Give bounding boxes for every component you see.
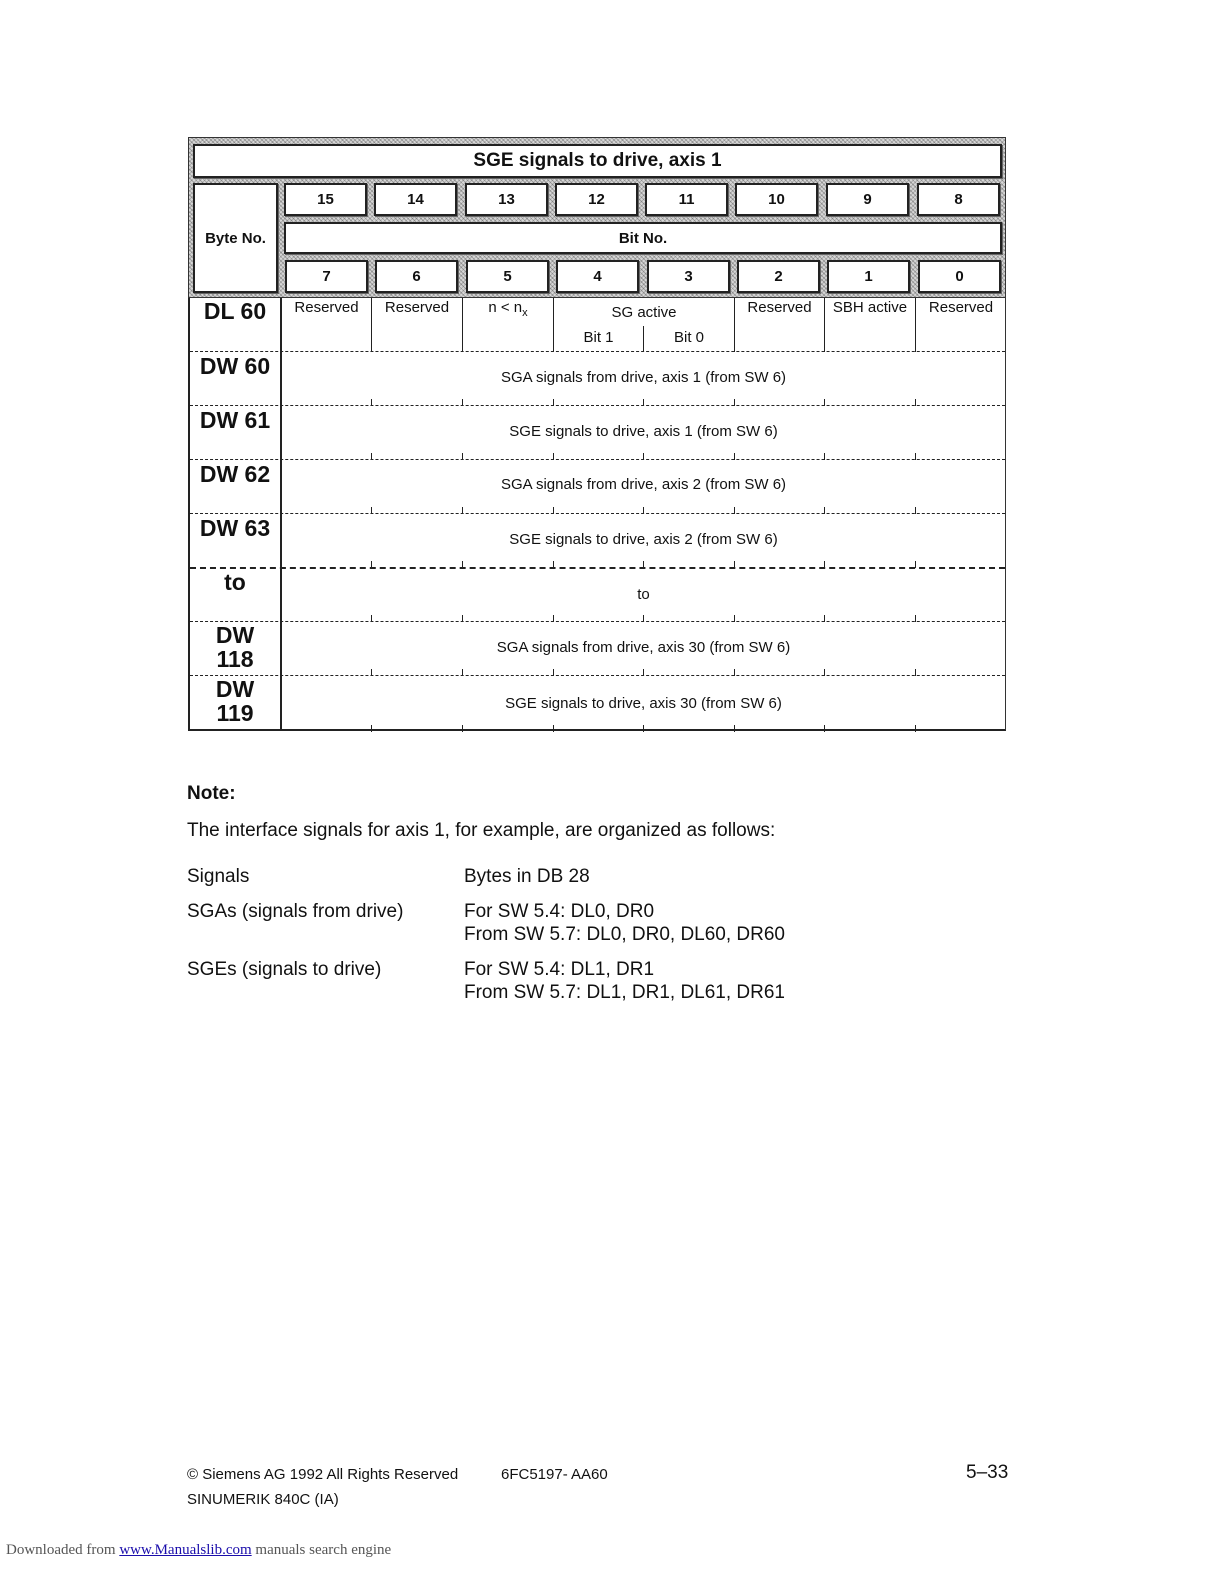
table-body [188, 298, 1006, 731]
row-separator [190, 351, 1005, 352]
tick-mark [734, 725, 735, 732]
bit-number-2: 2 [737, 260, 820, 293]
note-heading: Note: [187, 783, 236, 804]
tick-mark [824, 725, 825, 732]
bit-number-15: 15 [284, 183, 367, 216]
tick-mark [643, 399, 644, 406]
tick-mark [462, 507, 463, 514]
tick-mark [915, 615, 916, 622]
tick-mark [371, 453, 372, 460]
bit-number-14: 14 [374, 183, 457, 216]
page-number: 5–33 [966, 1462, 1009, 1483]
tick-mark [553, 725, 554, 732]
row-text-dw119: SGE signals to drive, axis 30 (from SW 6) [505, 695, 782, 712]
tick-mark [734, 453, 735, 460]
row-label-dw119-line1: DW [215, 676, 255, 702]
row-text-dw61: SGE signals to drive, axis 1 (from SW 6) [509, 423, 778, 440]
tick-mark [824, 669, 825, 676]
tick-mark [734, 561, 735, 568]
bit-number-6: 6 [375, 260, 458, 293]
tick-mark [915, 725, 916, 732]
tick-mark [371, 507, 372, 514]
bit0-cell: Reserved [928, 299, 994, 316]
tick-mark [371, 669, 372, 676]
row-separator [190, 405, 1005, 406]
tick-mark [824, 399, 825, 406]
tick-mark [643, 561, 644, 568]
tick-mark [462, 561, 463, 568]
row-separator [190, 621, 1005, 622]
tick-mark [371, 561, 372, 568]
bit-number-7: 7 [285, 260, 368, 293]
row-separator [190, 459, 1005, 460]
tick-mark [915, 561, 916, 568]
row-separator [190, 513, 1005, 514]
tick-mark [462, 669, 463, 676]
bit-number-9: 9 [826, 183, 909, 216]
tick-mark [734, 399, 735, 406]
row-label-dw61: DW 61 [199, 407, 271, 433]
note-intro: The interface signals for axis 1, for example, are organized as follows: [187, 820, 776, 841]
row-label-dw62: DW 62 [199, 461, 271, 487]
bit-number-4: 4 [556, 260, 639, 293]
footer-part-number: 6FC5197- AA60 [501, 1466, 608, 1483]
tick-mark [462, 399, 463, 406]
row-label-dw118-line1: DW [215, 622, 255, 648]
tick-mark [553, 453, 554, 460]
bit-no-header: Bit No. [284, 222, 1002, 254]
row-text-to: to [637, 586, 650, 603]
row-text-dw62: SGA signals from drive, axis 2 (from SW 6) [500, 476, 787, 493]
bit-number-12: 12 [555, 183, 638, 216]
bit-number-3: 3 [647, 260, 730, 293]
source-credit [6, 1542, 391, 1559]
sge-bytes-line1: For SW 5.4: DL1, DR1 [464, 959, 655, 980]
bit5-cell [463, 299, 553, 319]
tick-mark [824, 561, 825, 568]
sga-bytes-line1: For SW 5.4: DL0, DR0 [464, 901, 655, 922]
bit5-cell-subscript: x [522, 307, 528, 319]
bit-number-13: 13 [465, 183, 548, 216]
bit2-cell: Reserved [747, 299, 812, 316]
tick-mark [734, 669, 735, 676]
row-label-dw63: DW 63 [199, 515, 271, 541]
row-label-dw118-line2: 118 [216, 646, 254, 672]
tick-mark [462, 725, 463, 732]
row-label-dl60: DL 60 [203, 298, 267, 324]
bit-number-8: 8 [917, 183, 1000, 216]
tick-mark [824, 615, 825, 622]
row-text-dw60: SGA signals from drive, axis 1 (from SW 6) [500, 369, 787, 386]
row-separator [190, 567, 1005, 569]
tick-mark [371, 615, 372, 622]
footer-product-name: SINUMERIK 840C (IA) [187, 1491, 339, 1508]
sge-label: SGEs (signals to drive) [187, 959, 382, 980]
tick-mark [734, 615, 735, 622]
tick-mark [915, 399, 916, 406]
bit-number-1: 1 [827, 260, 910, 293]
bytes-column-header: Bytes in DB 28 [464, 866, 590, 887]
bit7-cell: Reserved [294, 299, 359, 316]
row-label-dw119 [190, 677, 280, 725]
sg-bit1-cell: Bit 1 [583, 329, 614, 346]
table-title: SGE signals to drive, axis 1 [193, 144, 1002, 178]
tick-mark [462, 615, 463, 622]
tick-mark [553, 399, 554, 406]
bit6-cell: Reserved [384, 299, 450, 316]
tick-mark [553, 615, 554, 622]
bit1-cell: SBH active [832, 299, 908, 316]
tick-mark [371, 725, 372, 732]
row-text-dw118: SGA signals from drive, axis 30 (from SW 6) [496, 639, 791, 656]
tick-mark [643, 507, 644, 514]
tick-mark [915, 453, 916, 460]
row-text-dw63: SGE signals to drive, axis 2 (from SW 6) [509, 531, 778, 548]
bit-number-0: 0 [918, 260, 1001, 293]
signals-column-header: Signals [187, 866, 250, 887]
tick-mark [915, 669, 916, 676]
tick-mark [824, 507, 825, 514]
row-label-dw60: DW 60 [199, 353, 271, 379]
tick-mark [734, 507, 735, 514]
tick-mark [643, 725, 644, 732]
row-label-dw118 [190, 623, 280, 671]
bit-number-5: 5 [466, 260, 549, 293]
bit5-cell-main: n < n [488, 299, 523, 316]
byte-no-header: Byte No. [193, 183, 278, 293]
sga-label: SGAs (signals from drive) [187, 901, 404, 922]
row-label-dw119-line2: 119 [216, 700, 254, 726]
tick-mark [462, 453, 463, 460]
tick-mark [553, 561, 554, 568]
row-separator [190, 675, 1005, 676]
manualslib-link[interactable]: www.Manualslib.com [119, 1542, 252, 1558]
sg-active-cell: SG active [611, 304, 677, 321]
sga-bytes-line2: From SW 5.7: DL0, DR0, DL60, DR60 [464, 924, 785, 945]
row-label-to: to [224, 569, 246, 595]
footer-copyright: © Siemens AG 1992 All Rights Reserved [187, 1466, 459, 1483]
bit-number-11: 11 [645, 183, 728, 216]
tick-mark [553, 669, 554, 676]
tick-mark [824, 453, 825, 460]
tick-mark [643, 615, 644, 622]
bit-number-10: 10 [735, 183, 818, 216]
source-credit-prefix: Downloaded from [6, 1542, 120, 1558]
tick-mark [371, 399, 372, 406]
sge-bytes-line2: From SW 5.7: DL1, DR1, DL61, DR61 [464, 982, 785, 1003]
tick-mark [553, 507, 554, 514]
tick-mark [915, 507, 916, 514]
label-column-divider [280, 298, 282, 731]
sg-bit0-cell: Bit 0 [673, 329, 704, 346]
tick-mark [643, 453, 644, 460]
tick-mark [643, 669, 644, 676]
source-credit-suffix: manuals search engine [251, 1542, 392, 1558]
